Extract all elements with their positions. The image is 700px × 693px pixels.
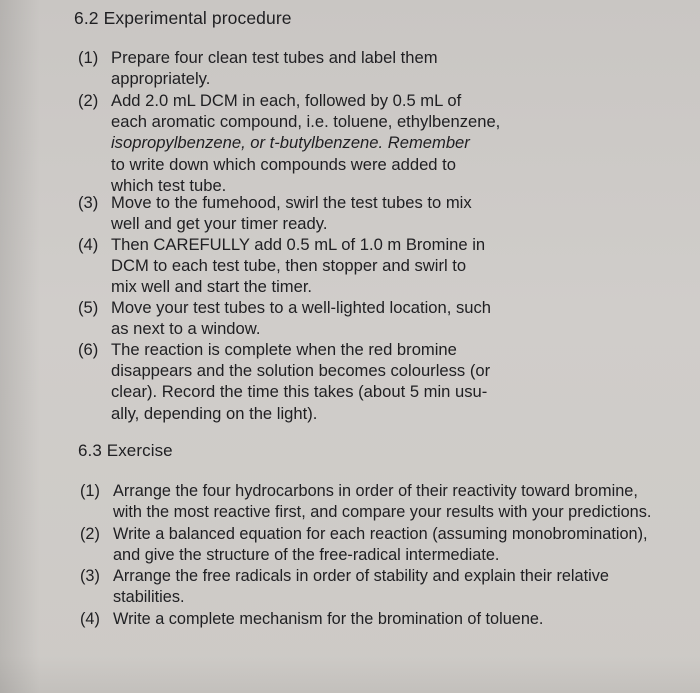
step-line: to write down which compounds were added to <box>111 154 456 174</box>
step-line: disappears and the solution becomes colourless (or <box>111 361 491 381</box>
step-number: (6) <box>78 340 99 359</box>
step-text <box>111 234 506 298</box>
step-line: DCM to each test tube, then stopper and swirl to <box>111 256 467 276</box>
exercise-number: (3) <box>80 567 100 585</box>
page-bottom-shade <box>0 655 700 693</box>
step-text <box>111 339 506 424</box>
section-heading-experimental-procedure: 6.2 Experimental procedure <box>74 8 292 28</box>
step-line: Then CAREFULLY add 0.5 mL of 1.0 m Bromine in <box>111 235 486 254</box>
exercise-line: Write a complete mechanism for the bromination of toluene. <box>113 610 544 628</box>
exercise-text <box>113 524 648 566</box>
step-number: (5) <box>78 298 99 317</box>
step-text <box>111 90 506 196</box>
step-line: isopropylbenzene, or t-butylbenzene. Remember <box>111 133 470 153</box>
step-line: mix well and start the timer. <box>111 277 313 297</box>
exercise-text <box>113 609 543 630</box>
step-text <box>111 192 506 234</box>
exercise-line: Write a balanced equation for each reaction (assuming monobromination), <box>113 525 648 543</box>
step-line: Prepare four clean test tubes and label them <box>111 48 438 67</box>
exercise-text <box>113 481 651 523</box>
step-line: which test tube. <box>111 175 227 195</box>
section-heading-exercise: 6.3 Exercise <box>78 441 173 460</box>
step-line: Move to the fumehood, swirl the test tubes to mix <box>111 193 472 212</box>
exercise-number: (4) <box>80 610 100 628</box>
exercise-number: (1) <box>80 482 100 500</box>
step-number: (2) <box>78 91 99 110</box>
step-line: The reaction is complete when the red bromine <box>111 340 457 359</box>
exercise-line: with the most reactive first, and compare your results with your predictions. <box>113 503 652 522</box>
exercise-text <box>113 566 609 608</box>
step-line: each aromatic compound, i.e. toluene, ethylbenzene, <box>111 112 501 132</box>
exercise-line: Arrange the free radicals in order of stability and explain their relative <box>113 567 609 585</box>
step-number: (3) <box>78 193 99 212</box>
step-text <box>111 47 506 89</box>
step-line: ally, depending on the light). <box>111 403 318 423</box>
page-edge-shadow <box>0 0 40 693</box>
step-text <box>111 297 506 339</box>
step-line: appropriately. <box>111 69 211 89</box>
step-line: Move your test tubes to a well-lighted location, such <box>111 298 492 317</box>
exercise-number: (2) <box>80 525 100 543</box>
exercise-line: and give the structure of the free-radical intermediate. <box>113 546 500 565</box>
step-line: clear). Record the time this takes (about 5 min usu- <box>111 382 488 402</box>
exercise-line: stabilities. <box>113 588 185 607</box>
step-line: Add 2.0 mL DCM in each, followed by 0.5 mL of <box>111 91 462 110</box>
exercise-line: Arrange the four hydrocarbons in order of their reactivity toward bromine, <box>113 482 638 500</box>
step-line: well and get your timer ready. <box>111 214 328 234</box>
step-number: (1) <box>78 48 99 67</box>
step-line: as next to a window. <box>111 319 261 339</box>
step-number: (4) <box>78 235 99 254</box>
